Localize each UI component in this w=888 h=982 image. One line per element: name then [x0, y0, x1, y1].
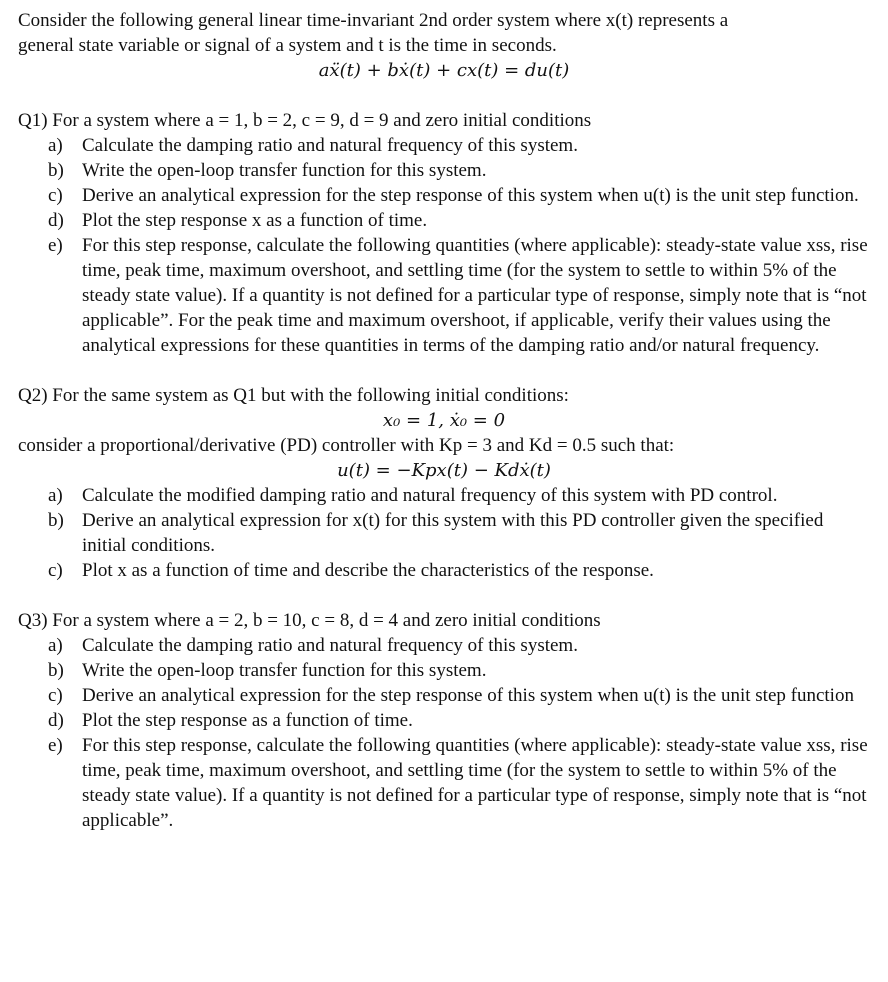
control-law-equation: u(t) = −Kpx(t) − Kdẋ(t) [337, 460, 551, 481]
item-mark: a) [48, 135, 63, 156]
q2-heading: Q2) For the same system as Q1 but with the following initial conditions: [18, 385, 569, 406]
q2-item-a [48, 483, 870, 508]
item-text: Calculate the modified damping ratio and natural frequency of this system with PD control. [82, 485, 778, 506]
item-mark: e) [48, 735, 63, 756]
q3-item-d [48, 708, 870, 733]
item-mark: e) [48, 235, 63, 256]
q3-item-c [48, 683, 870, 708]
q2-item-c [48, 558, 870, 583]
q1-item-a [48, 133, 870, 158]
intro-section [18, 8, 870, 83]
intro-line-1: Consider the following general linear time-invariant 2nd order system where x(t) represents a [18, 10, 729, 31]
q3-item-a [48, 633, 870, 658]
item-mark: b) [48, 660, 64, 681]
q2-items [18, 483, 870, 583]
q1-item-b [48, 158, 870, 183]
q1-item-e [48, 233, 870, 358]
q1-heading: Q1) For a system where a = 1, b = 2, c = 9, d = 9 and zero initial conditions [18, 110, 592, 131]
q1-items [18, 133, 870, 358]
item-text: Plot the step response as a function of time. [82, 710, 413, 731]
q3-items [18, 633, 870, 833]
q1-item-c [48, 183, 870, 208]
system-equation: aẍ(t) + bẋ(t) + cx(t) = du(t) [318, 60, 570, 81]
item-mark: d) [48, 210, 64, 231]
q3-item-e [48, 733, 870, 833]
q3-item-b [48, 658, 870, 683]
initial-conditions-equation: x₀ = 1, ẋ₀ = 0 [382, 410, 506, 431]
item-mark: c) [48, 185, 63, 206]
item-text: Calculate the damping ratio and natural frequency of this system. [82, 635, 578, 656]
item-text: Plot the step response x as a function of time. [82, 210, 428, 231]
item-text: Calculate the damping ratio and natural frequency of this system. [82, 135, 578, 156]
item-text: Derive an analytical expression for the step response of this system when u(t) is the unit step function. [82, 185, 859, 206]
item-text: Write the open-loop transfer function for this system. [82, 160, 487, 181]
item-mark: c) [48, 685, 63, 706]
q2-item-b [48, 508, 870, 558]
item-mark: a) [48, 635, 63, 656]
item-text: For this step response, calculate the following quantities (where applicable): steady-state value xss, rise time, peak time, maximum overshoot, and settling time (for the system to settle to within 5% of the steady state value). If a quantity is not defined for a particular type of response, simply note that is “not applicable”. For the peak time and maximum overshoot, if applicable, verify their values using the analytical expressions for these quantities in terms of the damping ratio and/or natural frequency. [82, 235, 868, 356]
controller-text: consider a proportional/derivative (PD) controller with Kp = 3 and Kd = 0.5 such that: [18, 435, 675, 456]
item-text: Derive an analytical expression for the step response of this system when u(t) is the unit step function [82, 685, 854, 706]
q1-section [18, 108, 870, 358]
q3-heading: Q3) For a system where a = 2, b = 10, c = 8, d = 4 and zero initial conditions [18, 610, 601, 631]
q3-section [18, 608, 870, 833]
item-mark: d) [48, 710, 64, 731]
item-mark: a) [48, 485, 63, 506]
item-text: Derive an analytical expression for x(t) for this system with this PD controller given the specified initial conditions. [82, 510, 824, 556]
item-text: For this step response, calculate the following quantities (where applicable): steady-state value xss, rise time, peak time, maximum overshoot, and settling time (for the system to settle to within 5% of the steady state value). If a quantity is not defined for a particular type of response, simply note that is “not applicable”. [82, 735, 868, 831]
item-mark: c) [48, 560, 63, 581]
q2-section [18, 383, 870, 583]
item-text: Plot x as a function of time and describe the characteristics of the response. [82, 560, 654, 581]
item-mark: b) [48, 510, 64, 531]
intro-line-2: general state variable or signal of a system and t is the time in seconds. [18, 35, 557, 56]
item-text: Write the open-loop transfer function for this system. [82, 660, 487, 681]
q1-item-d [48, 208, 870, 233]
item-mark: b) [48, 160, 64, 181]
